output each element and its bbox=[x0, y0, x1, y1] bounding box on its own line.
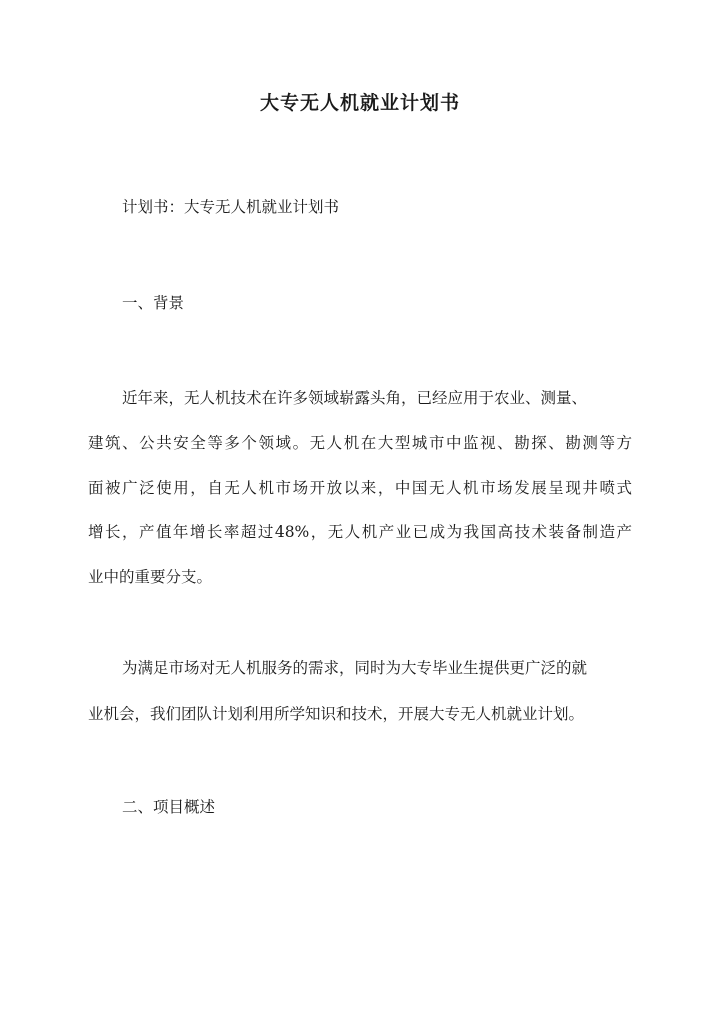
paragraph-line: 建筑、公共安全等多个领域。无人机在大型城市中监视、勘探、勘测等方 bbox=[88, 434, 632, 452]
paragraph-line: 为满足市场对无人机服务的需求，同时为大专毕业生提供更广泛的就 bbox=[122, 659, 588, 677]
paragraph-line: 业中的重要分支。 bbox=[88, 568, 213, 586]
section-heading-overview: 二、项目概述 bbox=[122, 798, 216, 816]
paragraph-line: 面被广泛使用，自无人机市场开放以来，中国无人机市场发展呈现井喷式 bbox=[88, 479, 632, 497]
document-title: 大专无人机就业计划书 bbox=[259, 92, 460, 114]
paragraph-line: 近年来，无人机技术在许多领域崭露头角，已经应用于农业、测量、 bbox=[122, 389, 588, 407]
section-heading-background: 一、背景 bbox=[122, 294, 185, 312]
paragraph-line: 业机会，我们团队计划利用所学知识和技术，开展大专无人机就业计划。 bbox=[88, 705, 585, 723]
plan-line: 计划书：大专无人机就业计划书 bbox=[122, 198, 340, 216]
paragraph-line: 增长，产值年增长率超过48%，无人机产业已成为我国高技术装备制造产 bbox=[88, 523, 632, 541]
